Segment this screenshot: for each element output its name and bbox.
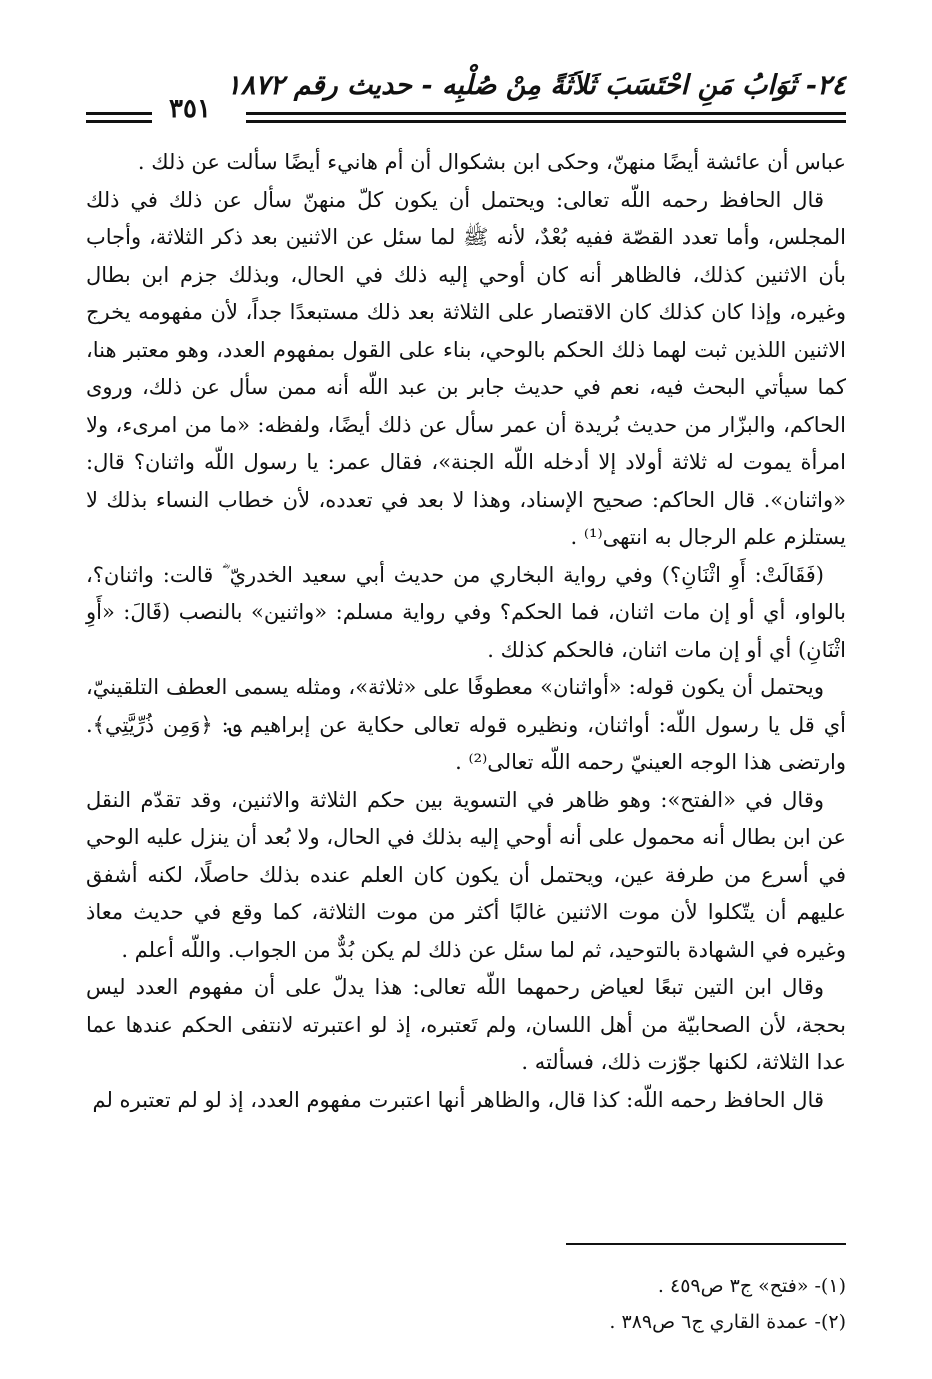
- main-text: [86, 144, 846, 1228]
- header-rule: [86, 120, 152, 123]
- page-number: ٣٥١: [169, 94, 211, 124]
- paragraph: (فَقَالَتْ: أَوِ اثْنَانِ؟) وفي رواية البخاري من حديث أبي سعيد الخدريّ ؓ قالت: واثنان؟، بالواو، أي أو إن مات اثنان، فما الحكم؟ وفي رواية مسلم: «واثنين» بالنصب (قَالَ: «أَوِ اثْنَانِ) أي أو إن مات اثنان، فالحكم كذلك .: [86, 562, 846, 662]
- paragraph: وقال في «الفتح»: وهو ظاهر في التسوية بين حكم الثلاثة والاثنين، وقد تقدّم النقل عن ابن بطال أنه محمول على أنه أوحي إليه بذلك في الحال، ولا بُعد أن ينزل عليه الوحي في أسرع من طرفة عين، ويحتمل أن يكون كان العلم عنده بذلك حاصلًا، لكنه أشفق عليهم أن يتّكلوا لأن موت الاثنين غالبًا أكثر من موت الثلاثة، كما وقع في حديث معاذ وغيره في الشهادة بالتوحيد، ثم لما سئل عن ذلك لم يكن بُدٌّ من الجواب. واللّه أعلم .: [86, 787, 846, 962]
- footnotes: [86, 1268, 846, 1348]
- header-rule: [246, 112, 846, 115]
- paragraph: قال الحافظ رحمه اللّه: كذا قال، والظاهر أنها اعتبرت مفهوم العدد، إذ لو لم تعتبره لم: [92, 1087, 824, 1112]
- page-header: [86, 66, 846, 126]
- paragraph: عباس أن عائشة أيضًا منهنّ، وحكى ابن بشكوال أن أم هانيء أيضًا سألت عن ذلك .: [137, 150, 846, 174]
- footnote-1: (١)- «فتح» ج٣ ص٤٥٩ .: [657, 1275, 846, 1297]
- header-rule: [86, 112, 152, 115]
- footnote-2: (٢)- عمدة القاري ج٦ ص٣٨٩ .: [609, 1311, 846, 1333]
- paragraph: ويحتمل أن يكون قوله: «أواثنان» معطوفًا على «ثلاثة»، ومثله يسمى العطف التلقينيّ، أي قل يا رسول اللّه: أواثنان، ونظيره قوله تعالى حكاية عن إبراهيم ؈: ﴿وَمِن ذُرِّيَّتِي﴾. وارتضى هذا الوجه العينيّ رحمه اللّه تعالى⁽²⁾ .: [86, 675, 846, 774]
- paragraph: وقال ابن التين تبعًا لعياض رحمهما اللّه تعالى: هذا يدلّ على أن مفهوم العدد ليس بحجة، لأن الصحابيّة من أهل اللسان، ولم تَعتبره، إذ لو اعتبرته لانتفى الحكم عندها عما عدا الثلاثة، لكنها جوّزت ذلك، فسألته .: [86, 975, 846, 1074]
- header-rule: [246, 120, 846, 123]
- footnote-separator: [566, 1243, 846, 1245]
- running-title: ٢٤- ثَوَابُ مَنِ احْتَسَبَ ثَلاَثَةً مِنْ صُلْبِه - حديث رقم ١٨٧٢: [226, 70, 846, 101]
- paragraph: قال الحافظ رحمه اللّه تعالى: ويحتمل أن يكون كلّ منهنّ سأل عن ذلك في ذلك المجلس، وأما تعدد القصّة ففيه بُعْدٌ، لأنه ﷺ لما سئل عن الاثنين بعد ذكر الثلاثة، وأجاب بأن الاثنين كذلك، فالظاهر أنه كان أوحي إليه ذلك في الحال، وبذلك جزم ابن بطال وغيره، وإذا كان كذلك كان الاقتصار على الثلاثة بعد ذلك مستبعدًا جداً، لأن مفهومه يخرج الاثنين اللذين ثبت لهما ذلك الحكم بالوحي، بناء على القول بمفهوم العدد، وهو معتبر هنا، كما سيأتي البحث فيه، نعم في حديث جابر بن عبد اللّه أنه ممن سأل عن ذلك، وروى الحاكم، والبزّار من حديث بُريدة أن عمر سأل عن ذلك أيضًا، ولفظه: «ما من امرىء، ولا امرأة يموت له ثلاثة أولاد إلا أدخله اللّه الجنة»، فقال عمر: يا رسول اللّه واثنان؟ قال: «واثنان». قال الحاكم: صحيح الإسناد، وهذا لا بعد في تعدده، لأن خطاب النساء بذلك لا يستلزم علم الرجال به انتهى⁽¹⁾ .: [86, 187, 846, 549]
